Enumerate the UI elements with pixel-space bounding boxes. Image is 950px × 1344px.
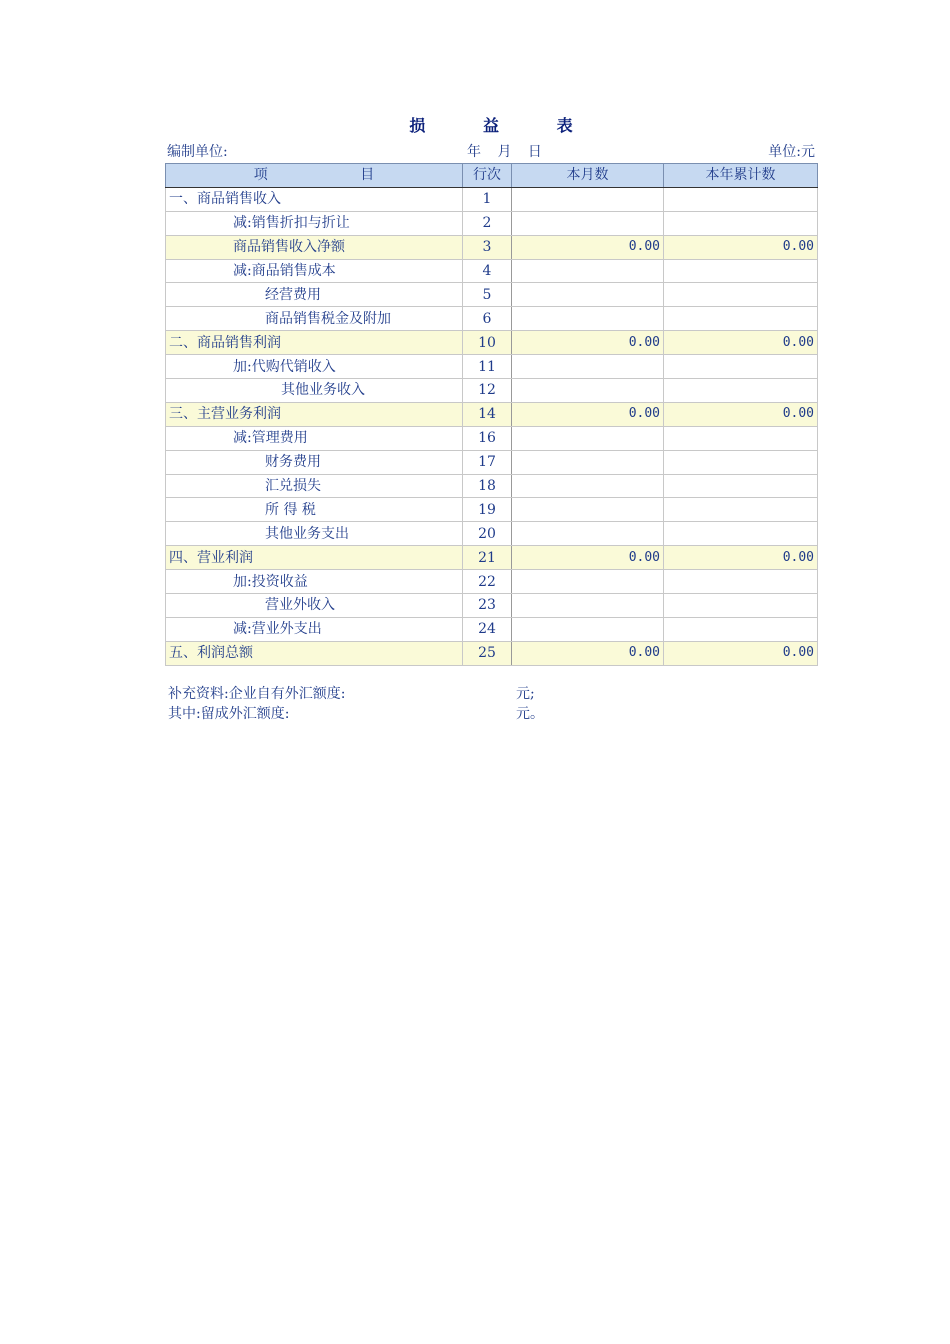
table-header-row bbox=[166, 164, 818, 188]
row-year-to-date-cell[interactable] bbox=[664, 187, 818, 211]
row-item: 一、商品销售收入 bbox=[166, 187, 463, 211]
row-year-to-date-cell[interactable] bbox=[664, 379, 818, 403]
row-year-to-date-cell[interactable] bbox=[664, 450, 818, 474]
row-this-month-cell[interactable] bbox=[512, 307, 664, 331]
row-item: 营业外收入 bbox=[166, 594, 463, 618]
column-header-line-no: 行次 bbox=[463, 164, 512, 188]
row-line-no: 18 bbox=[463, 474, 512, 498]
row-item: 其他业务支出 bbox=[166, 522, 463, 546]
row-this-month-cell[interactable]: 0.00 bbox=[512, 331, 664, 355]
table-row bbox=[166, 379, 818, 403]
table-row bbox=[166, 498, 818, 522]
row-line-no: 24 bbox=[463, 617, 512, 641]
table-row bbox=[166, 259, 818, 283]
note-label: 其中:留成外汇额度: bbox=[168, 706, 290, 722]
table-row bbox=[166, 355, 818, 379]
income-statement-table bbox=[165, 163, 818, 666]
table-row bbox=[166, 211, 818, 235]
table-row bbox=[166, 235, 818, 259]
note-label: 补充资料:企业自有外汇额度: bbox=[168, 686, 346, 702]
table-row bbox=[166, 594, 818, 618]
row-this-month-cell[interactable]: 0.00 bbox=[512, 641, 664, 665]
row-item: 三、主营业务利润 bbox=[166, 402, 463, 426]
row-year-to-date-cell[interactable] bbox=[664, 570, 818, 594]
note-unit: 元; bbox=[516, 686, 535, 702]
row-line-no: 3 bbox=[463, 235, 512, 259]
row-this-month-cell[interactable] bbox=[512, 594, 664, 618]
row-item: 加:代购代销收入 bbox=[166, 355, 463, 379]
note-row bbox=[168, 704, 768, 724]
title-char: 损 bbox=[409, 116, 426, 135]
row-item: 财务费用 bbox=[166, 450, 463, 474]
row-year-to-date-cell[interactable] bbox=[664, 307, 818, 331]
report-subheader bbox=[167, 143, 815, 161]
row-item: 二、商品销售利润 bbox=[166, 331, 463, 355]
row-item: 经营费用 bbox=[166, 283, 463, 307]
note-unit: 元。 bbox=[516, 706, 544, 722]
table-row bbox=[166, 426, 818, 450]
row-item: 所 得 税 bbox=[166, 498, 463, 522]
row-item: 减:管理费用 bbox=[166, 426, 463, 450]
row-this-month-cell[interactable] bbox=[512, 259, 664, 283]
column-header-this-month: 本月数 bbox=[512, 164, 664, 188]
row-year-to-date-cell[interactable]: 0.00 bbox=[664, 331, 818, 355]
row-line-no: 16 bbox=[463, 426, 512, 450]
row-item: 减:营业外支出 bbox=[166, 617, 463, 641]
row-item: 减:商品销售成本 bbox=[166, 259, 463, 283]
row-line-no: 20 bbox=[463, 522, 512, 546]
row-line-no: 21 bbox=[463, 546, 512, 570]
unit-label: 编制单位: bbox=[167, 144, 228, 160]
title-char: 益 bbox=[482, 116, 499, 135]
table-row bbox=[166, 187, 818, 211]
table-row bbox=[166, 617, 818, 641]
row-this-month-cell[interactable] bbox=[512, 617, 664, 641]
row-line-no: 6 bbox=[463, 307, 512, 331]
row-year-to-date-cell[interactable] bbox=[664, 211, 818, 235]
row-item: 五、利润总额 bbox=[166, 641, 463, 665]
row-year-to-date-cell[interactable]: 0.00 bbox=[664, 402, 818, 426]
row-item: 其他业务收入 bbox=[166, 379, 463, 403]
row-this-month-cell[interactable] bbox=[512, 474, 664, 498]
row-year-to-date-cell[interactable] bbox=[664, 259, 818, 283]
column-header-item: 项 目 bbox=[166, 164, 463, 188]
row-year-to-date-cell[interactable] bbox=[664, 355, 818, 379]
currency-label: 单位:元 bbox=[768, 144, 815, 160]
row-line-no: 25 bbox=[463, 641, 512, 665]
row-year-to-date-cell[interactable]: 0.00 bbox=[664, 546, 818, 570]
row-line-no: 23 bbox=[463, 594, 512, 618]
row-line-no: 12 bbox=[463, 379, 512, 403]
table-row bbox=[166, 570, 818, 594]
column-header-year-to-date: 本年累计数 bbox=[664, 164, 818, 188]
row-this-month-cell[interactable] bbox=[512, 379, 664, 403]
table-row bbox=[166, 307, 818, 331]
row-year-to-date-cell[interactable] bbox=[664, 617, 818, 641]
row-line-no: 2 bbox=[463, 211, 512, 235]
row-this-month-cell[interactable] bbox=[512, 426, 664, 450]
row-line-no: 22 bbox=[463, 570, 512, 594]
row-item: 减:销售折扣与折让 bbox=[166, 211, 463, 235]
row-line-no: 5 bbox=[463, 283, 512, 307]
row-this-month-cell[interactable] bbox=[512, 570, 664, 594]
row-this-month-cell[interactable] bbox=[512, 211, 664, 235]
table-row bbox=[166, 474, 818, 498]
row-year-to-date-cell[interactable]: 0.00 bbox=[664, 641, 818, 665]
note-row bbox=[168, 684, 768, 704]
row-this-month-cell[interactable]: 0.00 bbox=[512, 546, 664, 570]
table-row bbox=[166, 402, 818, 426]
row-item: 四、营业利润 bbox=[166, 546, 463, 570]
table-row bbox=[166, 283, 818, 307]
row-this-month-cell[interactable] bbox=[512, 355, 664, 379]
row-line-no: 10 bbox=[463, 331, 512, 355]
row-item: 商品销售收入净额 bbox=[166, 235, 463, 259]
row-line-no: 14 bbox=[463, 402, 512, 426]
table-row bbox=[166, 522, 818, 546]
row-item: 汇兑损失 bbox=[166, 474, 463, 498]
title-char: 表 bbox=[556, 116, 573, 135]
supplementary-notes bbox=[168, 684, 768, 724]
row-this-month-cell[interactable]: 0.00 bbox=[512, 402, 664, 426]
row-line-no: 1 bbox=[463, 187, 512, 211]
row-this-month-cell[interactable] bbox=[512, 498, 664, 522]
table-row bbox=[166, 331, 818, 355]
row-year-to-date-cell[interactable] bbox=[664, 474, 818, 498]
row-year-to-date-cell[interactable] bbox=[664, 594, 818, 618]
row-line-no: 11 bbox=[463, 355, 512, 379]
row-item: 商品销售税金及附加 bbox=[166, 307, 463, 331]
row-this-month-cell[interactable] bbox=[512, 187, 664, 211]
row-item: 加:投资收益 bbox=[166, 570, 463, 594]
report-title bbox=[165, 113, 817, 136]
row-year-to-date-cell[interactable] bbox=[664, 522, 818, 546]
row-year-to-date-cell[interactable] bbox=[664, 498, 818, 522]
row-this-month-cell[interactable] bbox=[512, 450, 664, 474]
table-row bbox=[166, 450, 818, 474]
row-line-no: 19 bbox=[463, 498, 512, 522]
row-year-to-date-cell[interactable]: 0.00 bbox=[664, 235, 818, 259]
row-line-no: 4 bbox=[463, 259, 512, 283]
row-this-month-cell[interactable] bbox=[512, 522, 664, 546]
date-label: 年 月 日 bbox=[467, 144, 542, 160]
row-year-to-date-cell[interactable] bbox=[664, 426, 818, 450]
row-this-month-cell[interactable] bbox=[512, 283, 664, 307]
row-this-month-cell[interactable]: 0.00 bbox=[512, 235, 664, 259]
table-row bbox=[166, 641, 818, 665]
row-line-no: 17 bbox=[463, 450, 512, 474]
table-row bbox=[166, 546, 818, 570]
row-year-to-date-cell[interactable] bbox=[664, 283, 818, 307]
